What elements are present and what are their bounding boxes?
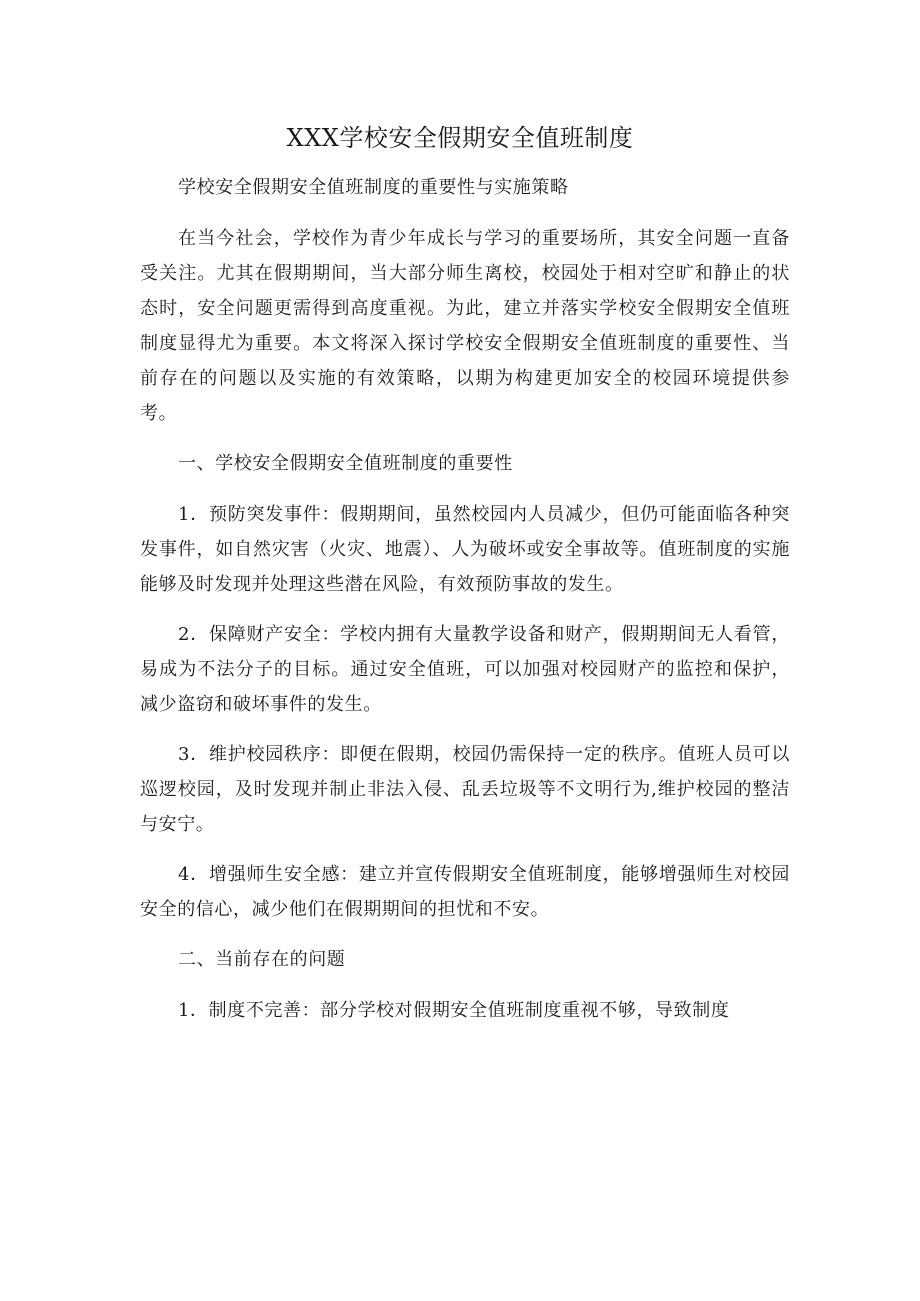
section-heading-importance: 一、学校安全假期安全值班制度的重要性 [178,453,513,474]
list-item-sense-of-security: 4．增强师生安全感：建立并宣传假期安全值班制度，能够增强师生对校园安全的信心，减少他们在假期期间的担忧和不安。 [140,864,790,920]
list-item-prevent-emergencies: 1．预防突发事件：假期期间，虽然校园内人员减少，但仍可能面临各种突发事件，如自然灾害（火灾、地震）、人为破坏或安全事故等。值班制度的实施能够及时发现并处理这些潜在风险，有效预防事故的发生。 [140,504,790,595]
list-item-maintain-order: 3．维护校园秩序：即便在假期，校园仍需保持一定的秩序。值班人员可以巡逻校园，及时发现并制止非法入侵、乱丢垃圾等不文明行为,维护校园的整洁与安宁。 [140,744,790,835]
subtitle-paragraph: 学校安全假期安全值班制度的重要性与实施策略 [178,177,569,198]
section-heading-problems: 二、当前存在的问题 [178,949,346,970]
list-item-incomplete-system: 1．制度不完善：部分学校对假期安全值班制度重视不够，导致制度 [178,1000,730,1021]
list-item-protect-property: 2．保障财产安全：学校内拥有大量教学设备和财产，假期期间无人看管，易成为不法分子的目标。通过安全值班，可以加强对校园财产的监控和保护，减少盗窃和破坏事件的发生。 [140,624,790,715]
document-body [140,170,790,1043]
document-title: XXX学校安全假期安全值班制度 [286,124,634,152]
intro-paragraph: 在当今社会，学校作为青少年成长与学习的重要场所，其安全问题一直备受关注。尤其在假期期间，当大部分师生离校，校园处于相对空旷和静止的状态时，安全问题更需得到高度重视。为此，建立并落实学校安全假期安全值班制度显得尤为重要。本文将深入探讨学校安全假期安全值班制度的重要性、当前存在的问题以及实施的有效策略，以期为构建更加安全的校园环境提供参考。 [140,228,790,424]
